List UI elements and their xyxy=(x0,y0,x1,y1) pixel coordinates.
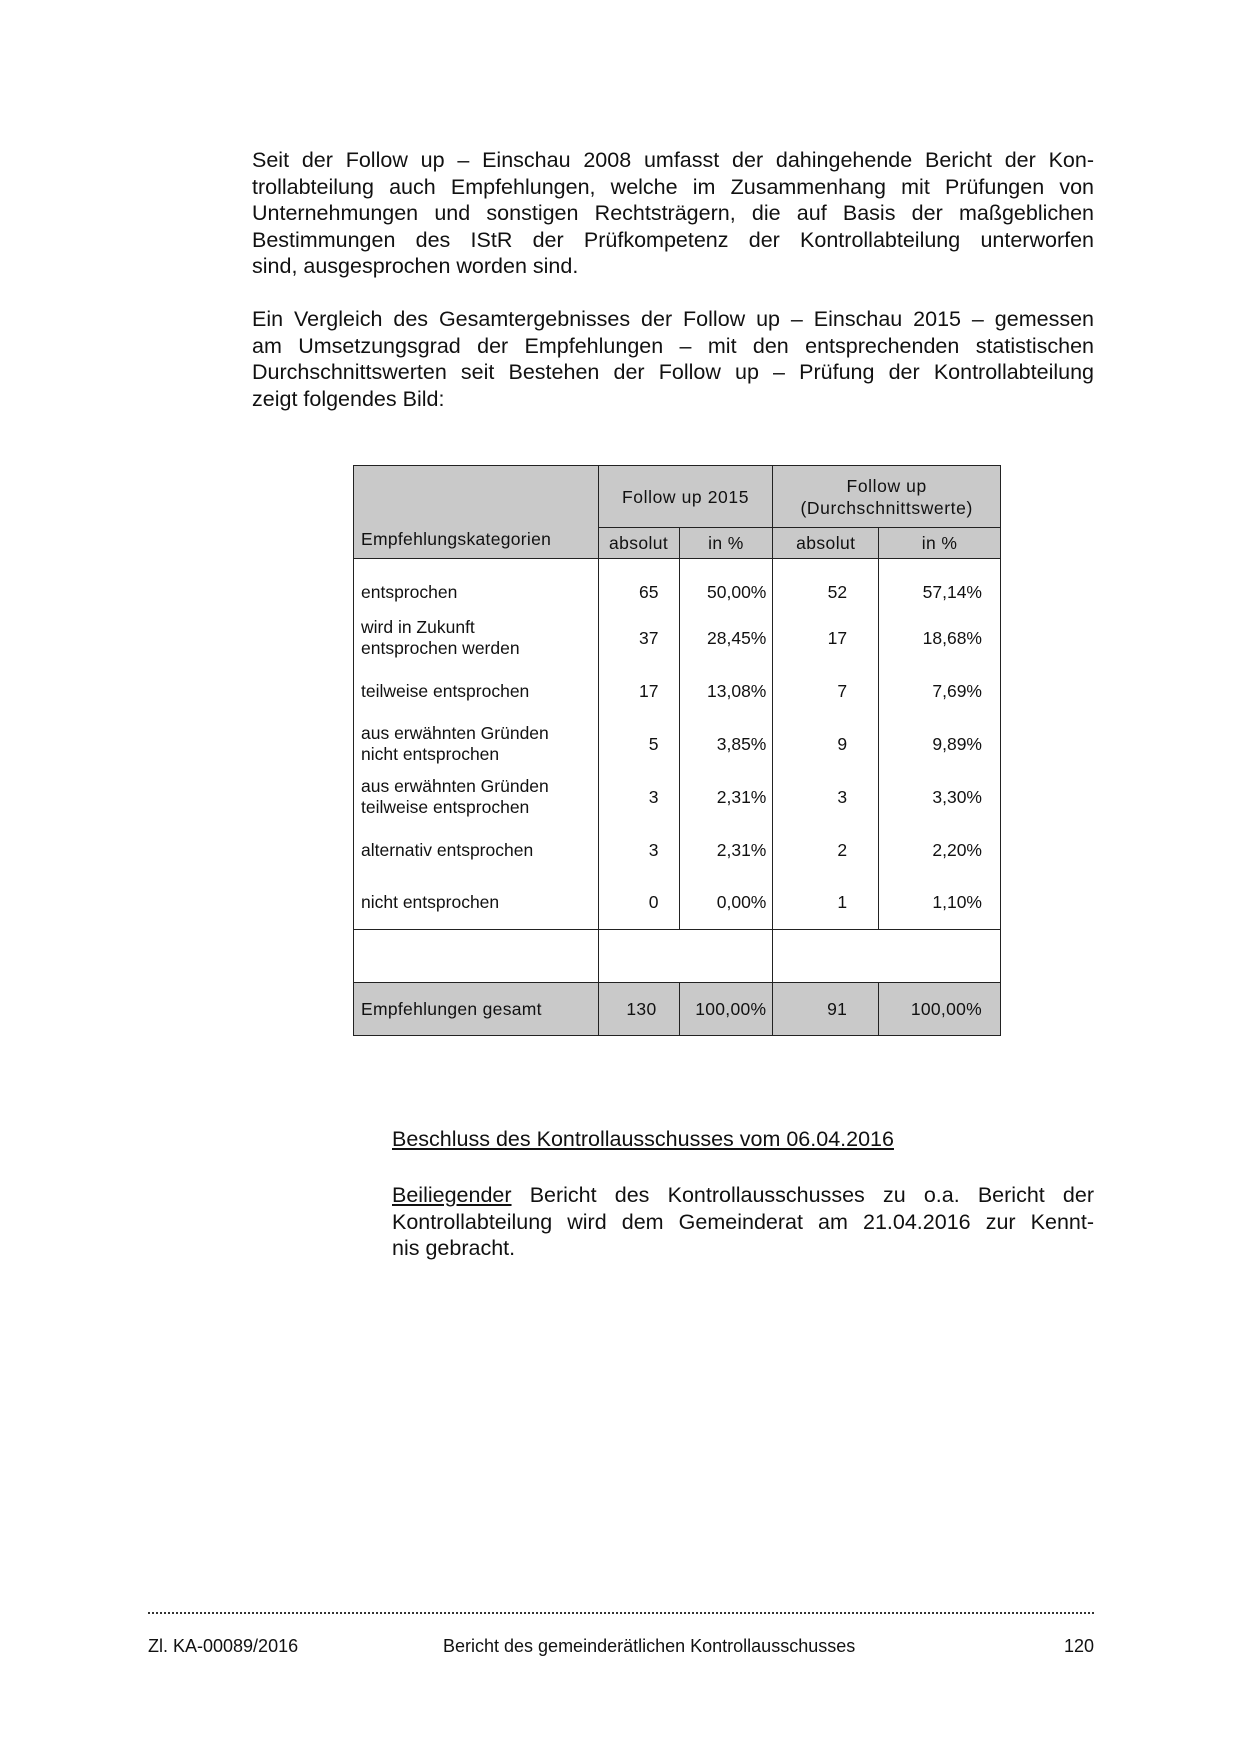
decision-title: Beschluss des Kontrollausschusses vom 06.04.2016 xyxy=(392,1127,894,1151)
category-cell xyxy=(354,877,599,930)
category-text: entsprochen werden xyxy=(361,638,520,658)
sub-header-percent: in % xyxy=(879,528,1001,559)
value-cell: 18,68% xyxy=(879,612,1001,665)
text-line: Kontrollabteilung wird dem Gemeinderat am 21.04.2016 zur Kennt- xyxy=(392,1209,1094,1234)
table-row xyxy=(354,559,1001,612)
value-cell: 13,08% xyxy=(679,665,773,718)
sub-header-absolut: absolut xyxy=(598,528,679,559)
table-row xyxy=(354,824,1001,877)
empty-cell xyxy=(598,930,773,983)
value-cell: 50,00% xyxy=(679,559,773,612)
value-cell: 2 xyxy=(773,824,879,877)
intro-paragraph xyxy=(252,147,1094,280)
text-line: zeigt folgendes Bild: xyxy=(252,386,445,411)
value-cell: 2,31% xyxy=(679,824,773,877)
underlined-word: Beiliegender xyxy=(392,1183,512,1207)
category-text: aus erwähnten Gründen xyxy=(361,723,549,743)
value-cell: 9,89% xyxy=(879,718,1001,771)
category-text: nicht entsprochen xyxy=(361,892,500,913)
text-line: nis gebracht. xyxy=(392,1236,516,1260)
category-text: teilweise entsprochen xyxy=(361,680,530,701)
header-line: (Durchschnittswerte) xyxy=(800,497,973,518)
value-cell: 37 xyxy=(598,612,679,665)
value-cell: 1,10% xyxy=(879,877,1001,930)
category-text: nicht entsprochen xyxy=(361,744,500,764)
value-cell: 9 xyxy=(773,718,879,771)
category-text: entsprochen xyxy=(361,581,458,602)
value-cell: 65 xyxy=(598,559,679,612)
sub-header-absolut: absolut xyxy=(773,528,879,559)
text-line: Durchschnittswerten seit Bestehen der Follow up – Prüfung der Kontrollabteilung xyxy=(252,360,1094,384)
category-cell xyxy=(354,612,599,665)
category-cell xyxy=(354,559,599,612)
value-cell: 2,20% xyxy=(879,824,1001,877)
category-text: teilweise entsprochen xyxy=(361,797,530,817)
text-line: am Umsetzungsgrad der Empfehlungen – mit den entsprechenden statistischen xyxy=(252,333,1094,358)
text-line: Seit der Follow up – Einschau 2008 umfasst der dahingehende Bericht der Kon- xyxy=(252,148,1094,172)
table-row xyxy=(354,771,1001,824)
value-cell: 3 xyxy=(773,771,879,824)
text-line: Ein Vergleich des Gesamtergebnisses der Follow up – Einschau 2015 – gemessen xyxy=(252,307,1094,331)
category-cell xyxy=(354,771,599,824)
text-segment: Bericht des Kontrollausschusses zu o.a. Bericht der xyxy=(511,1183,1094,1207)
value-cell: 7 xyxy=(773,665,879,718)
value-cell: 17 xyxy=(598,665,679,718)
empty-cell xyxy=(773,930,1001,983)
value-cell: 28,45% xyxy=(679,612,773,665)
value-cell: 0,00% xyxy=(679,877,773,930)
total-value: 91 xyxy=(773,983,879,1036)
category-text: alternativ entsprochen xyxy=(361,839,534,860)
total-value: 100,00% xyxy=(679,983,773,1036)
table-row xyxy=(354,665,1001,718)
value-cell: 57,14% xyxy=(879,559,1001,612)
footer-title: Bericht des gemeinderätlichen Kontrollausschusses xyxy=(443,1636,856,1656)
table-row xyxy=(354,718,1001,771)
table-row xyxy=(354,612,1001,665)
footer-reference: Zl. KA-00089/2016 xyxy=(148,1636,299,1656)
value-cell: 3 xyxy=(598,824,679,877)
category-cell xyxy=(354,824,599,877)
value-cell: 2,31% xyxy=(679,771,773,824)
footer-divider xyxy=(148,1612,1094,1614)
table-row xyxy=(354,877,1001,930)
follow-up-average-header xyxy=(773,466,1001,528)
recommendations-table xyxy=(353,465,1001,1036)
text-line: trollabteilung auch Empfehlungen, welche im Zusammenhang mit Prüfungen von xyxy=(252,174,1094,199)
category-cell xyxy=(354,718,599,771)
value-cell: 5 xyxy=(598,718,679,771)
decision-paragraph xyxy=(392,1182,1094,1262)
total-value: 100,00% xyxy=(879,983,1001,1036)
empty-cell xyxy=(354,930,599,983)
value-cell: 52 xyxy=(773,559,879,612)
header-line: Follow up xyxy=(846,475,927,496)
value-cell: 3,30% xyxy=(879,771,1001,824)
category-cell xyxy=(354,665,599,718)
value-cell: 3 xyxy=(598,771,679,824)
category-text: wird in Zukunft xyxy=(361,617,475,637)
sub-header-percent: in % xyxy=(679,528,773,559)
text-line xyxy=(392,1182,1094,1209)
page-number: 120 xyxy=(1063,1636,1094,1656)
category-text: aus erwähnten Gründen xyxy=(361,776,549,796)
table-total-row xyxy=(354,983,1001,1036)
total-label: Empfehlungen gesamt xyxy=(354,983,599,1036)
category-column-header: Empfehlungskategorien xyxy=(354,466,599,559)
text-line: Bestimmungen des IStR der Prüfkompetenz der Kontrollabteilung unterworfen xyxy=(252,227,1094,252)
text-line: Unternehmungen und sonstigen Rechtsträgern, die auf Basis der maßgeblichen xyxy=(252,201,1094,225)
value-cell: 3,85% xyxy=(679,718,773,771)
value-cell: 1 xyxy=(773,877,879,930)
text-line: sind, ausgesprochen worden sind. xyxy=(252,254,579,278)
comparison-paragraph xyxy=(252,306,1094,412)
total-value: 130 xyxy=(598,983,679,1036)
value-cell: 17 xyxy=(773,612,879,665)
table-spacer-row xyxy=(354,930,1001,983)
value-cell: 7,69% xyxy=(879,665,1001,718)
value-cell: 0 xyxy=(598,877,679,930)
follow-up-2015-header: Follow up 2015 xyxy=(598,466,773,528)
